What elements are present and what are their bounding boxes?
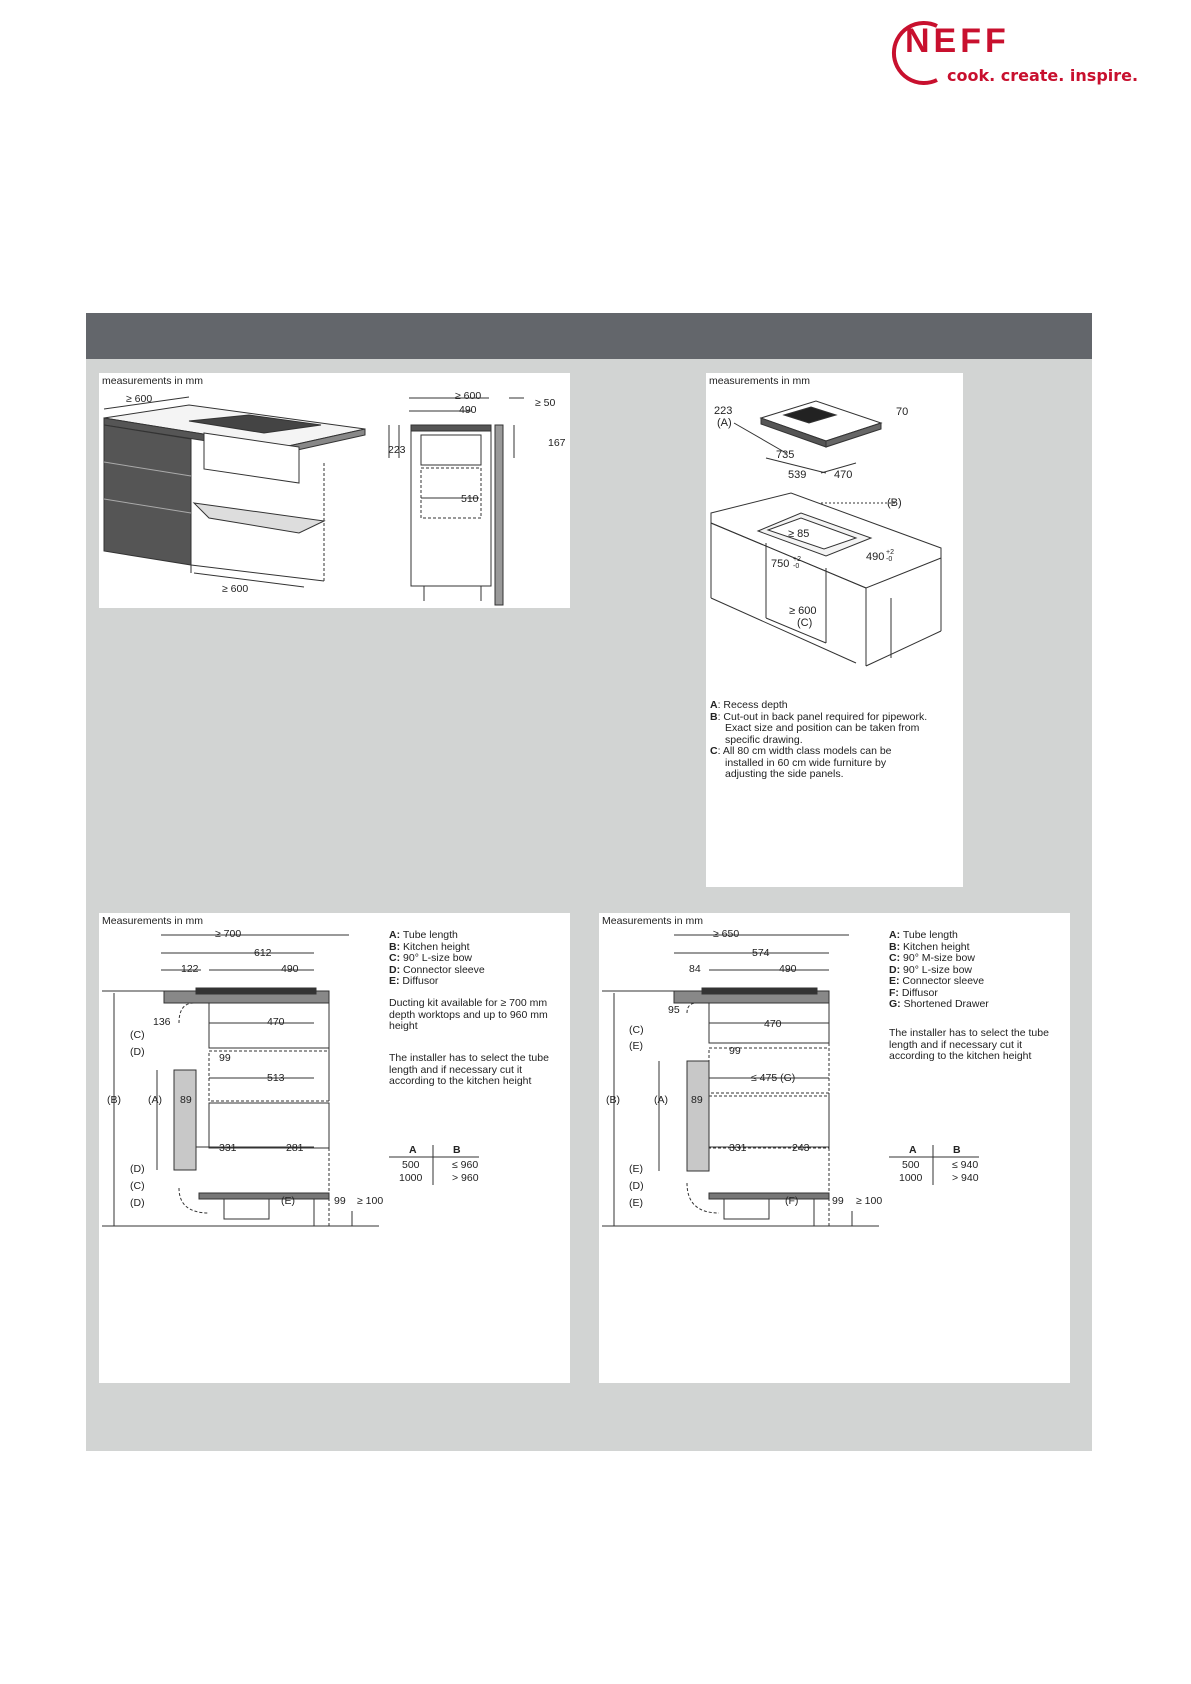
note-line: C: All 80 cm width class models can be: [710, 745, 892, 757]
dim-label: 89: [691, 1094, 703, 1106]
panel3-caption: Measurements in mm: [102, 915, 203, 927]
note-line: installed in 60 cm wide furniture by: [725, 756, 887, 769]
dim-label: (D): [130, 1163, 145, 1175]
dim-label: ≥ 600: [789, 605, 817, 617]
dim-label: 490: [281, 963, 299, 975]
dim-label: ≥ 650: [713, 928, 740, 940]
dim-label: 470: [834, 469, 853, 481]
dim-label: ≥ 50: [535, 397, 556, 409]
dim-label: -0: [793, 563, 800, 570]
note-line: depth worktops and up to 960 mm: [389, 1008, 548, 1021]
dim-label: ≥ 100: [357, 1195, 384, 1207]
dim-label: 510: [461, 493, 479, 505]
panel3-note-ducting: [389, 998, 548, 1033]
dim-label: 99: [729, 1045, 741, 1057]
dim-label: 99: [219, 1052, 231, 1064]
dim-label: 223: [388, 444, 406, 456]
dim-label: ≥ 85: [788, 528, 810, 540]
dim-label: 95: [668, 1004, 680, 1016]
logo-tagline: cook. create. inspire.: [947, 66, 1139, 85]
dim-label: 490: [459, 404, 477, 416]
dim-label: 223: [714, 405, 733, 417]
dim-label: 70: [896, 406, 909, 418]
note-line: B: Cut-out in back panel required for pipework.: [710, 710, 928, 723]
legend-line: A: Tube length: [889, 929, 958, 941]
dim-label: 281: [286, 1142, 304, 1154]
panel1-caption: measurements in mm: [102, 375, 203, 387]
panel4-note-installer: [889, 1028, 1049, 1063]
dim-label: 490: [779, 963, 797, 975]
dim-label: 84: [689, 963, 701, 975]
panel3-legend: [389, 930, 485, 988]
panel2-caption: measurements in mm: [709, 375, 810, 387]
dim-label: 574: [752, 947, 770, 959]
note-line: height: [389, 1020, 418, 1032]
panel-cutout-dimensions: [706, 373, 963, 887]
dim-label: (A): [148, 1094, 162, 1106]
table-cell: > 940: [952, 1172, 979, 1184]
cutout-drawing: [706, 373, 963, 673]
section-header-bar: [86, 313, 1092, 359]
table-header: A: [409, 1144, 417, 1156]
dim-label: ≥ 600: [455, 390, 482, 402]
note-line: A: Recess depth: [710, 699, 788, 711]
dim-label: 612: [254, 947, 272, 959]
table-cell: > 960: [452, 1172, 479, 1184]
panel4-legend: [889, 930, 989, 1011]
table-header: B: [953, 1144, 961, 1156]
table-cell: 1000: [399, 1172, 423, 1184]
installation-drawing: [99, 373, 570, 608]
ducting-drawing-650: [599, 913, 1070, 1233]
legend-line: G: Shortened Drawer: [889, 998, 989, 1010]
dim-label: 735: [776, 449, 795, 461]
legend-line: D: 90° L-size bow: [889, 963, 972, 976]
dim-label: (E): [629, 1163, 643, 1175]
panel-installation-dimensions: [99, 373, 570, 608]
dim-label: 122: [181, 963, 199, 975]
dim-label: (B): [887, 497, 902, 509]
logo-wordmark: NEFF: [905, 22, 1010, 60]
note-line: The installer has to select the tube: [889, 1027, 1049, 1039]
dim-label: (D): [130, 1046, 145, 1058]
dim-label: (E): [629, 1197, 643, 1209]
legend-line: C: 90° L-size bow: [389, 952, 472, 964]
cutout-notes: [710, 700, 960, 781]
dim-label: 490: [866, 551, 885, 563]
dim-label: 136: [153, 1016, 171, 1028]
dim-label: (E): [629, 1040, 643, 1052]
dim-label: (C): [629, 1024, 644, 1036]
dim-label: (C): [797, 617, 813, 629]
note-line: The installer has to select the tube: [389, 1052, 549, 1064]
dim-label: (A): [654, 1094, 668, 1106]
dim-label: ≥ 700: [215, 928, 242, 940]
dim-label: (B): [107, 1094, 121, 1106]
legend-line: E: Diffusor: [389, 975, 439, 987]
dim-label: (C): [130, 1180, 145, 1192]
panel-ducting-650: [599, 913, 1070, 1383]
table-cell: ≤ 940: [952, 1159, 979, 1171]
note-line: Ducting kit available for ≥ 700 mm: [389, 997, 548, 1009]
neff-logo: [885, 18, 1139, 88]
dim-label: 331: [729, 1142, 747, 1154]
table-cell: 500: [402, 1159, 420, 1171]
dim-label: (D): [130, 1197, 145, 1209]
dim-label: 167: [548, 437, 566, 449]
table-cell: 500: [902, 1159, 920, 1171]
dim-label: ≥ 600: [126, 393, 153, 405]
dim-label: (D): [629, 1180, 644, 1192]
note-line: Exact size and position can be taken from: [725, 722, 920, 734]
dim-label: 539: [788, 469, 807, 481]
table-cell: ≤ 960: [452, 1159, 479, 1171]
dim-label: (B): [606, 1094, 620, 1106]
legend-line: B: Kitchen height: [889, 940, 970, 953]
dim-label: ≤ 475 (G): [751, 1072, 796, 1084]
table-cell: 1000: [899, 1172, 923, 1184]
dim-label: 470: [267, 1016, 285, 1028]
legend-line: A: Tube length: [389, 929, 458, 941]
dim-label: 89: [180, 1094, 192, 1106]
dim-label: 99: [334, 1195, 346, 1207]
legend-line: B: Kitchen height: [389, 940, 470, 953]
dim-label: 470: [764, 1018, 782, 1030]
dim-label: -0: [886, 556, 893, 563]
dim-label: +2: [793, 556, 801, 563]
panel-ducting-700: [99, 913, 570, 1383]
dim-label: 331: [219, 1142, 237, 1154]
table-header: B: [453, 1144, 461, 1156]
legend-line: E: Connector sleeve: [889, 975, 985, 987]
dim-label: ≥ 100: [856, 1195, 883, 1207]
panel4-caption: Measurements in mm: [602, 915, 703, 927]
legend-line: F: Diffusor: [889, 986, 938, 999]
dim-label: 243: [792, 1142, 810, 1154]
dim-label: 99: [832, 1195, 844, 1207]
dim-label: (E): [281, 1195, 295, 1207]
legend-line: D: Connector sleeve: [389, 963, 485, 976]
note-line: specific drawing.: [725, 733, 803, 746]
dim-label: 750: [771, 558, 790, 570]
panel3-note-installer: [389, 1053, 549, 1088]
table-header: A: [909, 1144, 917, 1156]
note-line: length and if necessary cut it: [389, 1063, 523, 1076]
dim-label: ≥ 600: [222, 583, 249, 595]
dim-label: (C): [130, 1029, 145, 1041]
note-line: according to the kitchen height: [889, 1050, 1032, 1062]
note-line: according to the kitchen height: [389, 1075, 532, 1087]
note-line: length and if necessary cut it: [889, 1038, 1023, 1051]
legend-line: C: 90° M-size bow: [889, 952, 975, 964]
dim-label: 513: [267, 1072, 285, 1084]
dim-label: (F): [785, 1195, 799, 1207]
note-line: adjusting the side panels.: [725, 768, 844, 780]
dim-label: +2: [886, 549, 894, 556]
dim-label: (A): [717, 417, 732, 429]
